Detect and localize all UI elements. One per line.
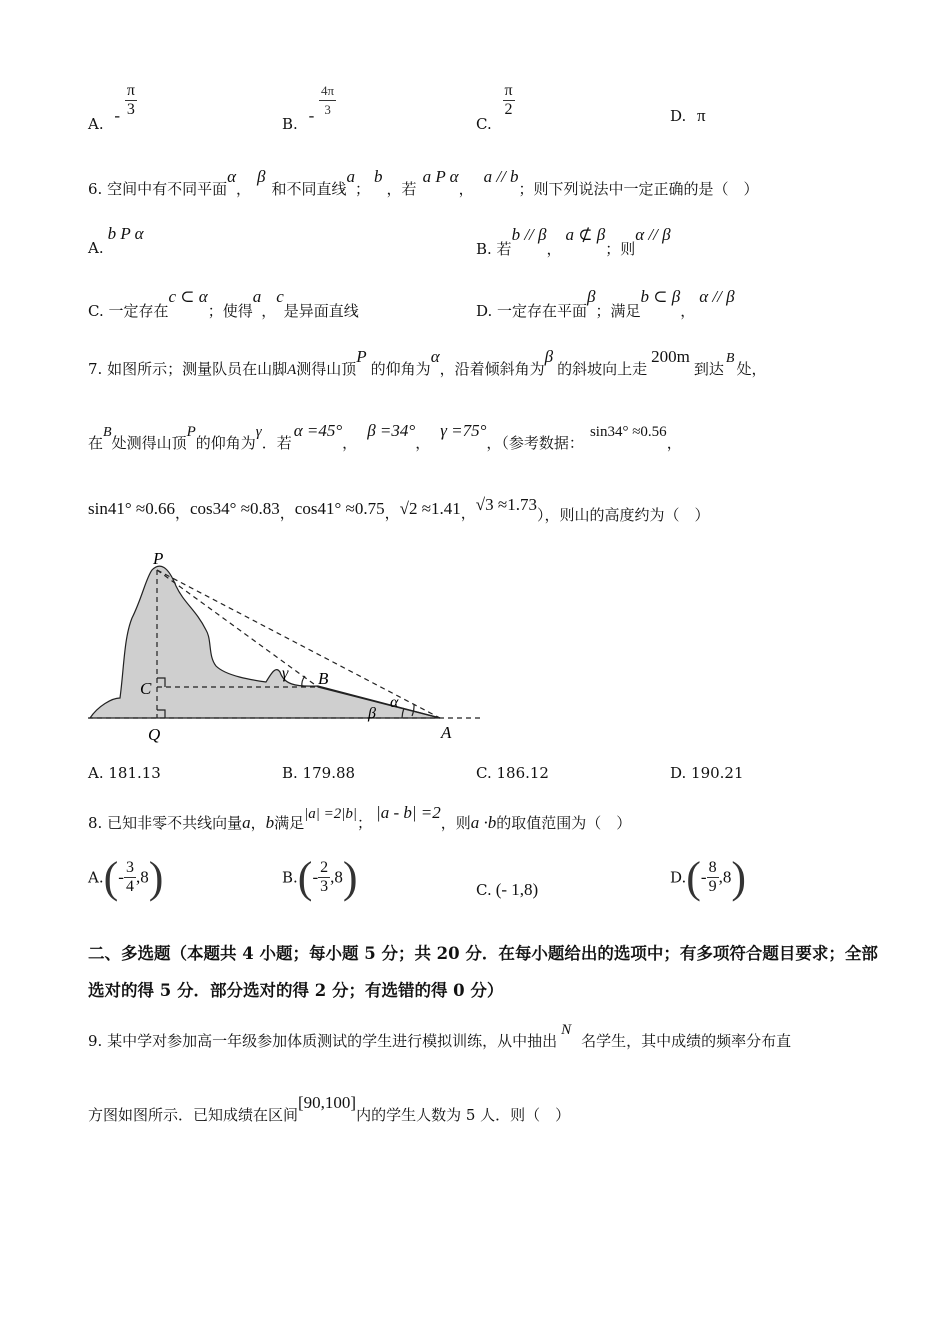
fraction: $\frac{3}{4}$ <box>125 859 134 895</box>
label-b: B <box>318 669 329 688</box>
section-heading-multiple-choice: 二、多选题（本题共 4 小题；每小题 5 分；共 20 分．在每小题给出的选项中；有多项符合题目要求；全部选对的得 5 分．部分选对的得 2 分；有选错的得 0 分） <box>88 944 878 1000</box>
right-paren: ) <box>731 853 746 902</box>
q7-stem-line1: 7. 如图所示；测量队员在山脚A测得山顶P的仰角为α，沿着倾斜角为β的斜坡向上走200m到达B处， <box>88 347 767 378</box>
q6-option-b[interactable]: B. 若b // β，a ⊄ β；则α // β <box>476 225 671 258</box>
minus-sign: - <box>700 867 707 887</box>
fraction: $\frac{\pi}{3}$ <box>126 82 135 118</box>
q8-stem: 8. 已知非零不共线向量a，b满足|a| =2|b|；|a - b| =2，则a ·b的取值范围为（ ） <box>88 803 632 832</box>
q6-option-d[interactable]: D. 一定存在平面β；满足b ⊂ β，α // β <box>476 287 735 320</box>
q5-option-b[interactable]: B. - $\frac{4\pi}{3}$ <box>282 83 335 133</box>
q5-option-a[interactable]: A. - $\frac{\pi}{3}$ <box>88 82 135 133</box>
label-gamma: γ <box>282 665 289 682</box>
q7-stem-line3: sin41° ≈0.66，cos34° ≈0.83，cos41° ≈0.75，√2 ≈1.41，√3 ≈1.73），则山的高度约为（ ） <box>88 495 710 524</box>
minus-sign: - <box>118 867 124 887</box>
label-q: Q <box>148 725 161 744</box>
q9-stem-line1: 9. 某中学对参加高一年级参加体质测试的学生进行模拟训练，从中抽出N名学生，其中成绩的频率分布直 <box>88 1022 792 1050</box>
q6-option-a[interactable]: A.b P α <box>88 224 144 257</box>
label-alpha: α <box>390 694 399 711</box>
q7-option-b[interactable]: B. 179.88 <box>282 764 356 782</box>
q7-stem-line2: 在B处测得山顶P的仰角为γ．若α =45°，β =34°，γ =75°，（参考数据：sin34° ≈0.56， <box>88 421 682 452</box>
q9-stem-line2: 方图如图所示．已知成绩在区间[90,100]内的学生人数为 5 人．则（ ） <box>88 1093 571 1124</box>
q6-option-c[interactable]: C. 一定存在c ⊂ α；使得a，c是异面直线 <box>88 287 359 320</box>
fraction: $\frac{4\pi}{3}$ <box>321 83 335 117</box>
q8-option-b[interactable]: B.(- $\frac{2}{3}$ ,8) <box>282 853 358 902</box>
q7-option-d[interactable]: D. 190.21 <box>670 764 744 782</box>
left-paren: ( <box>297 853 313 902</box>
left-paren: ( <box>103 853 119 902</box>
q7-option-a[interactable]: A. 181.13 <box>88 764 161 782</box>
label-a: A <box>441 723 452 742</box>
right-paren: ) <box>342 853 358 902</box>
q6-stem: 6. 空间中有不同平面α，β和不同直线a；b，若a P α，a // b；则下列说法中一定正确的是（ ） <box>88 167 759 198</box>
q8-option-c[interactable]: C. (- 1,8) <box>476 880 539 899</box>
fraction: $\frac{\pi}{2}$ <box>504 82 513 118</box>
right-paren: ) <box>148 853 164 902</box>
q5-option-c[interactable]: C. $\frac{\pi}{2}$ <box>476 82 513 133</box>
label-beta: β <box>368 705 376 722</box>
fraction: $\frac{2}{3}$ <box>320 859 329 895</box>
q5-option-d[interactable]: D. π <box>670 106 706 125</box>
q7-option-c[interactable]: C. 186.12 <box>476 764 549 782</box>
mountain-figure <box>84 548 484 748</box>
label-c: C <box>140 679 152 698</box>
label-p: P <box>153 549 164 568</box>
minus-sign: - <box>312 867 319 887</box>
q8-option-d[interactable]: D.(- $\frac{8}{9}$ ,8) <box>670 853 746 902</box>
left-paren: ( <box>686 853 701 902</box>
fraction: $\frac{8}{9}$ <box>708 859 717 895</box>
q8-option-a[interactable]: A.(- $\frac{3}{4}$ ,8) <box>88 853 164 902</box>
